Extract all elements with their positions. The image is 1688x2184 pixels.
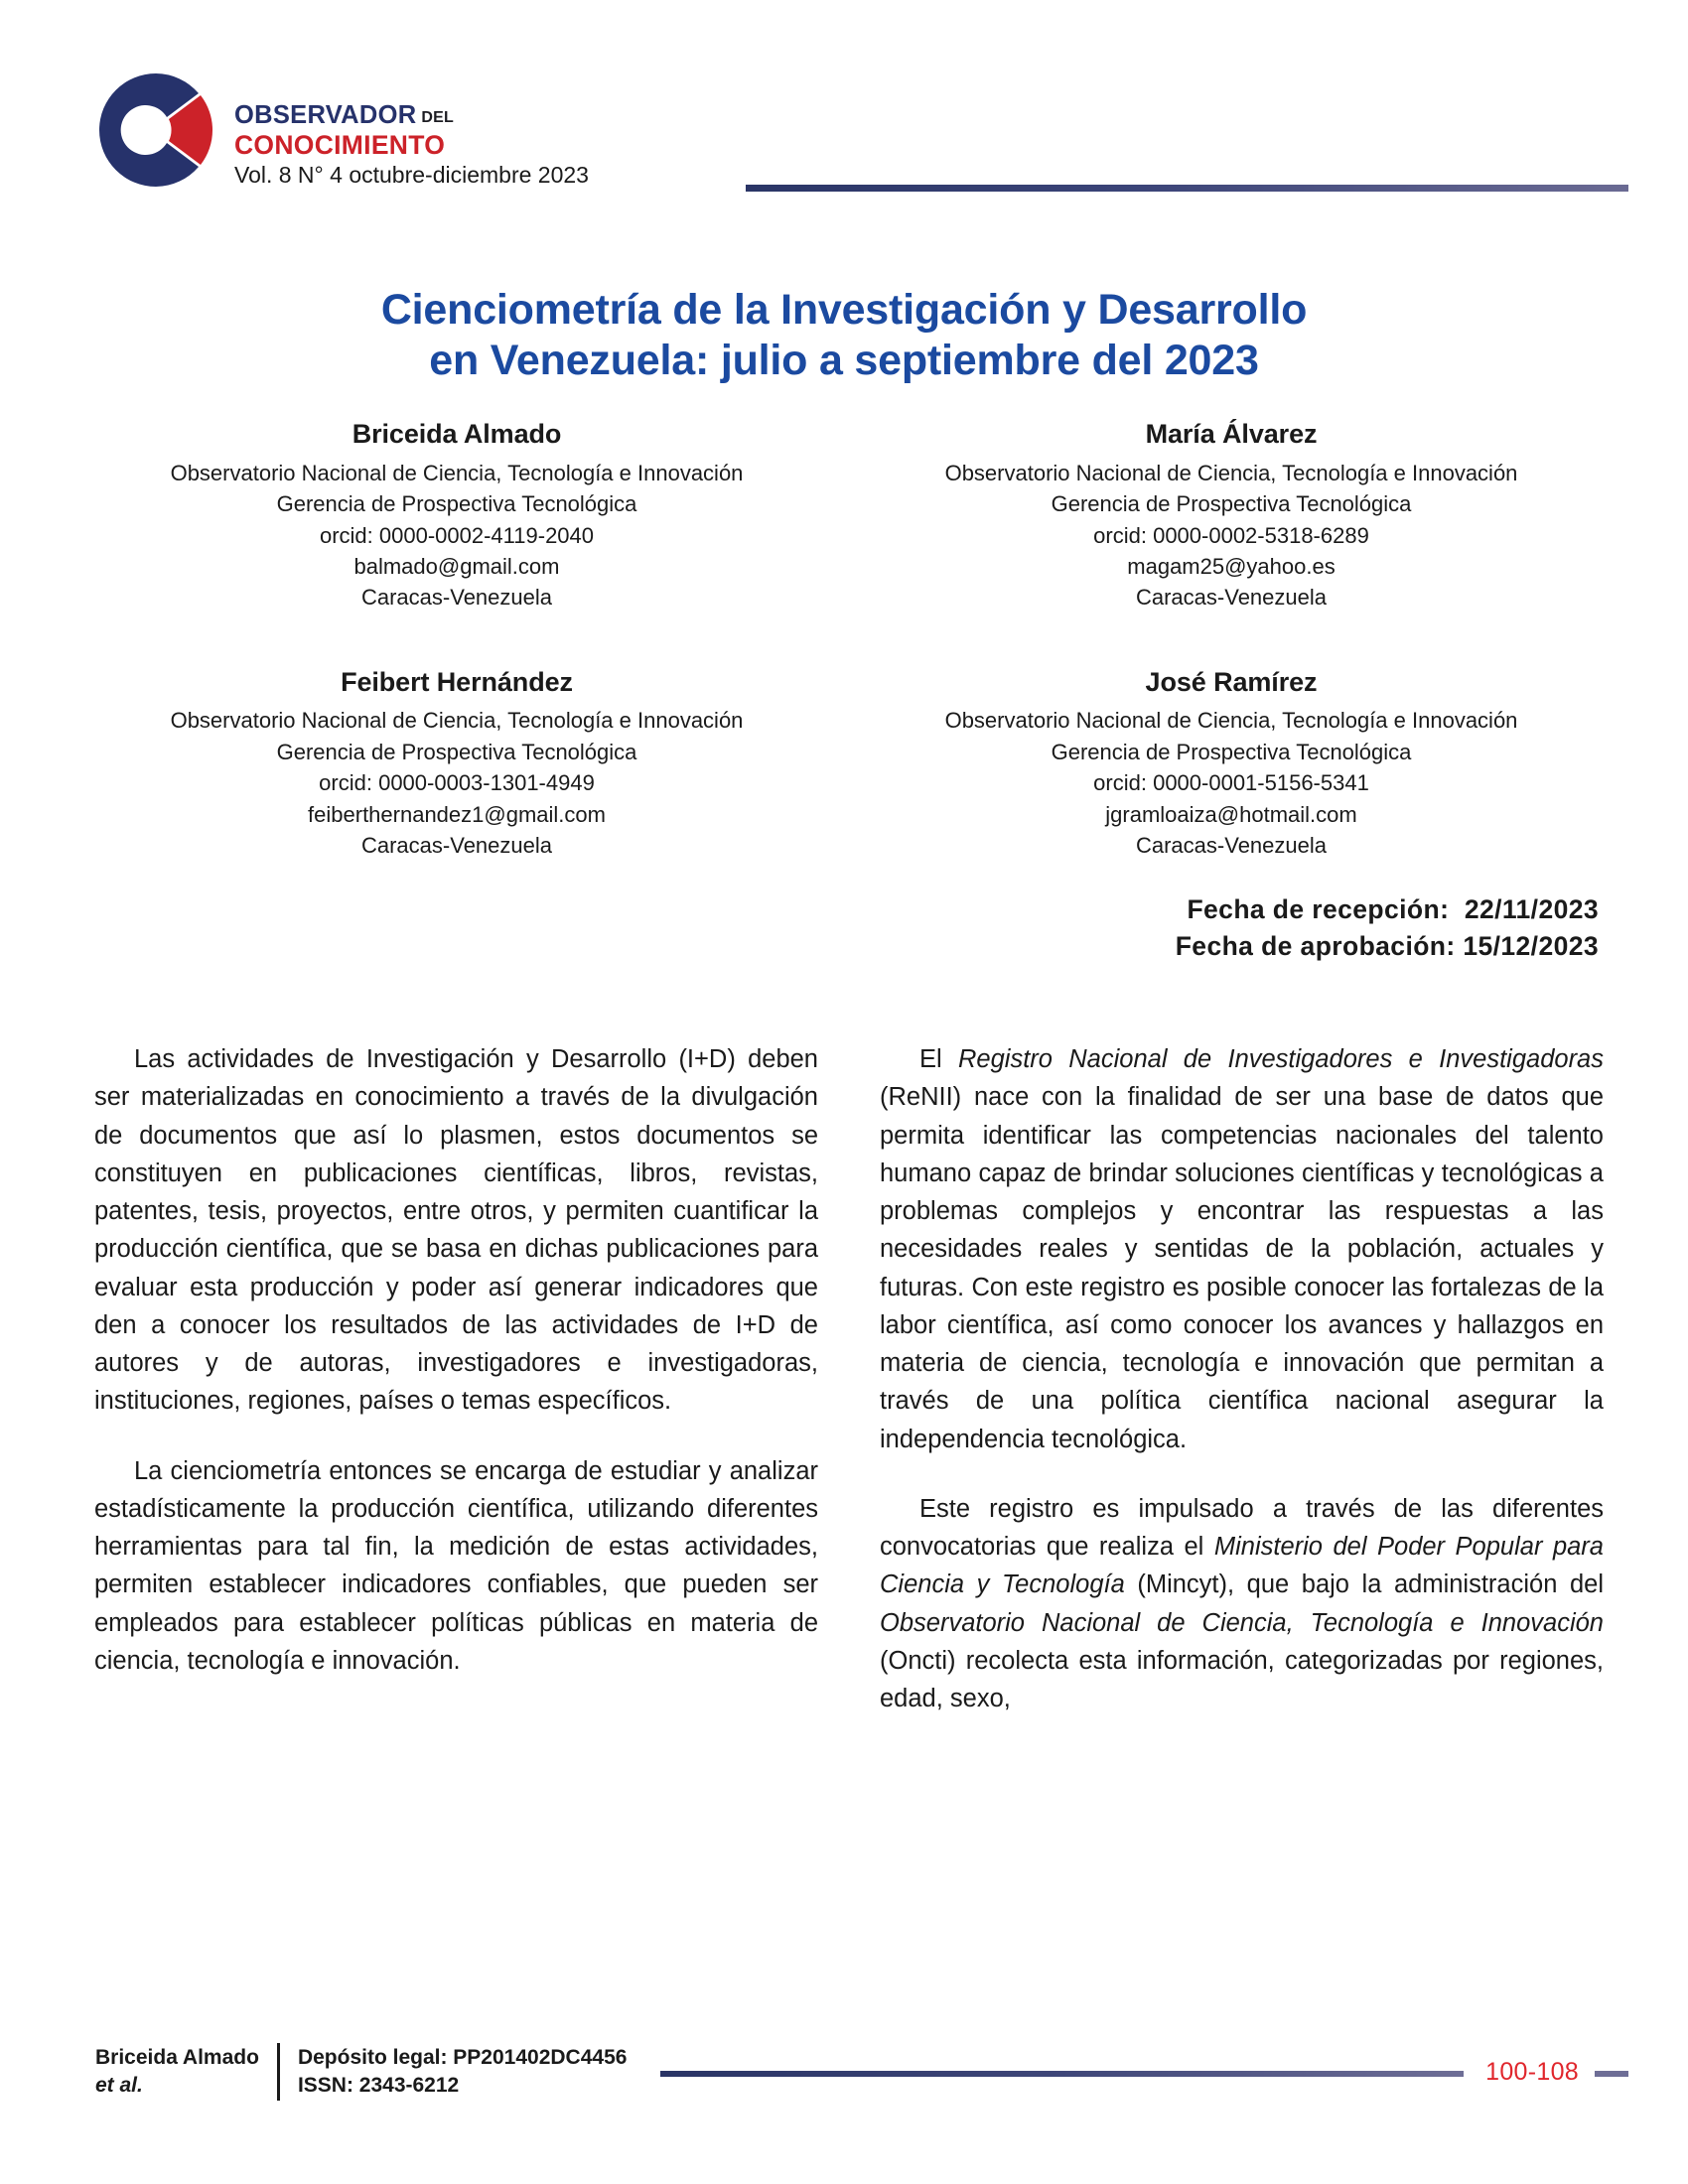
article-title-line-1: Cienciometría de la Investigación y Desarrollo	[380, 285, 1308, 334]
author-orcid: orcid: 0000-0001-5156-5341	[1093, 770, 1369, 796]
author-email[interactable]: feiberthernandez1@gmail.com	[308, 801, 606, 827]
author-institution: Observatorio Nacional de Ciencia, Tecnología e Innovación	[944, 460, 1518, 485]
journal-logo	[95, 77, 1628, 189]
article-body	[94, 1040, 1604, 1717]
author-name: Feibert Hernández	[341, 666, 573, 697]
author-orcid: orcid: 0000-0002-5318-6289	[1093, 522, 1369, 548]
author-department: Gerencia de Prospectiva Tecnológica	[276, 491, 637, 517]
author-card	[844, 415, 1618, 614]
body-column-right	[880, 1040, 1604, 1717]
author-department: Gerencia de Prospectiva Tecnológica	[1051, 739, 1412, 764]
wordmark-observador: OBSERVADOR DEL	[234, 101, 455, 129]
emphasis-renii: Registro Nacional de Investigadores e Investigadoras	[958, 1045, 1604, 1073]
paragraph-text: (ReNII) nace con la finalidad de ser una base de datos que permita identificar las competencias nacionales del talento humano capaz de brindar soluciones científicas y tecnológicas a problemas complejos y encontrar las respuestas a las necesidades reales y sentidas de la población, actuales y futuras. Con este registro es posible conocer las fortalezas de la labor científica, así como conocer los avances y hallazgos en materia de ciencia, tecnología e innovación que permitan a través de una política científica nacional asegurar la independencia tecnológica.	[880, 1083, 1604, 1453]
header-divider-rule	[746, 185, 1628, 192]
volume-issue-line: Vol. 8 N° 4 octubre-diciembre 2023	[234, 162, 589, 188]
author-email[interactable]: magam25@yahoo.es	[1127, 553, 1336, 579]
footer-vertical-divider	[277, 2043, 280, 2101]
wordmark-del: DEL	[421, 109, 455, 126]
author-card	[70, 663, 844, 862]
author-department: Gerencia de Prospectiva Tecnológica	[276, 739, 637, 764]
journal-wordmark	[234, 77, 589, 187]
article-title-line-2: en Venezuela: julio a septiembre del 2023	[429, 337, 1259, 385]
author-department: Gerencia de Prospectiva Tecnológica	[1051, 491, 1412, 517]
author-row	[70, 663, 1618, 862]
footer-issn: ISSN: 2343-6212	[297, 2074, 460, 2097]
reception-date: Fecha de recepción: 22/11/2023	[1187, 894, 1599, 924]
paragraph-text: (Oncti) recolecta esta información, categorizadas por regiones, edad, sexo,	[880, 1646, 1604, 1712]
author-location: Caracas-Venezuela	[360, 833, 552, 859]
authors-block	[70, 415, 1618, 862]
author-institution: Observatorio Nacional de Ciencia, Tecnología e Innovación	[944, 708, 1518, 734]
author-email[interactable]: balmado@gmail.com	[353, 553, 560, 579]
paragraph: La cienciometría entonces se encarga de estudiar y analizar estadísticamente la producción científica, utilizando diferentes herramientas para tal fin, la medición de estas actividades, permiten establecer indicadores confiables, que pueden ser empleados para establecer políticas públicas en materia de ciencia, tecnología e innovación.	[94, 1456, 818, 1675]
wordmark-conocimiento: CONOCIMIENTO	[234, 129, 446, 160]
article-title	[139, 285, 1549, 387]
author-name: María Álvarez	[1145, 419, 1318, 449]
author-name: José Ramírez	[1145, 666, 1318, 697]
footer-deposito-legal: Depósito legal: PP201402DC4456	[297, 2046, 628, 2070]
footer-rule-left	[660, 2071, 1464, 2077]
author-location: Caracas-Venezuela	[1135, 585, 1327, 611]
emphasis-mincyt: Ministerio del Poder Popular para Ciencia y Tecnología	[880, 1533, 1604, 1599]
masthead	[95, 77, 1628, 189]
observador-conocimiento-logo-icon	[95, 71, 216, 189]
paragraph	[880, 1040, 1604, 1458]
author-name: Briceida Almado	[352, 419, 562, 449]
footer-rule-right	[1595, 2071, 1628, 2077]
author-orcid: orcid: 0000-0003-1301-4949	[319, 770, 595, 796]
footer-author-name: Briceida Almado	[95, 2046, 259, 2070]
paragraph-text: (Mincyt), que bajo la administración del	[1124, 1570, 1604, 1599]
paragraph-text: Este registro es impulsado a través de las diferentes convocatorias que realiza el	[880, 1494, 1604, 1561]
page-footer	[95, 2043, 1628, 2101]
author-row	[70, 415, 1618, 614]
author-orcid: orcid: 0000-0002-4119-2040	[319, 522, 595, 548]
footer-author	[95, 2044, 277, 2100]
author-location: Caracas-Venezuela	[360, 585, 552, 611]
body-column-left	[94, 1040, 818, 1717]
author-location: Caracas-Venezuela	[1135, 833, 1327, 859]
author-institution: Observatorio Nacional de Ciencia, Tecnología e Innovación	[170, 708, 744, 734]
author-institution: Observatorio Nacional de Ciencia, Tecnología e Innovación	[170, 460, 744, 485]
author-email[interactable]: jgramloaiza@hotmail.com	[1105, 801, 1357, 827]
paragraph: Las actividades de Investigación y Desarrollo (I+D) deben ser materializadas en conocimiento a través de la divulgación de documentos que así lo plasmen, estos documentos se constituyen en publicaciones científicas, libros, revistas, patentes, tesis, proyectos, entre otros, y permiten cuantificar la producción científica, que se basa en dichas publicaciones para evaluar esta producción y poder así generar indicadores que den a conocer los resultados de las actividades de I+D de autores y de autoras, investigadores e investigadoras, instituciones, regiones, países o temas específicos.	[94, 1045, 818, 1416]
paragraph	[880, 1490, 1604, 1718]
emphasis-oncti: Observatorio Nacional de Ciencia, Tecnología e Innovación	[880, 1608, 1604, 1637]
footer-et-al: et al.	[95, 2074, 143, 2097]
author-card	[70, 415, 844, 614]
footer-legal-info	[298, 2044, 628, 2100]
page-range: 100-108	[1485, 2057, 1579, 2086]
submission-dates	[1176, 891, 1599, 965]
paragraph-text: El	[919, 1045, 958, 1073]
approval-date: Fecha de aprobación: 15/12/2023	[1175, 931, 1599, 962]
author-card	[844, 663, 1618, 862]
